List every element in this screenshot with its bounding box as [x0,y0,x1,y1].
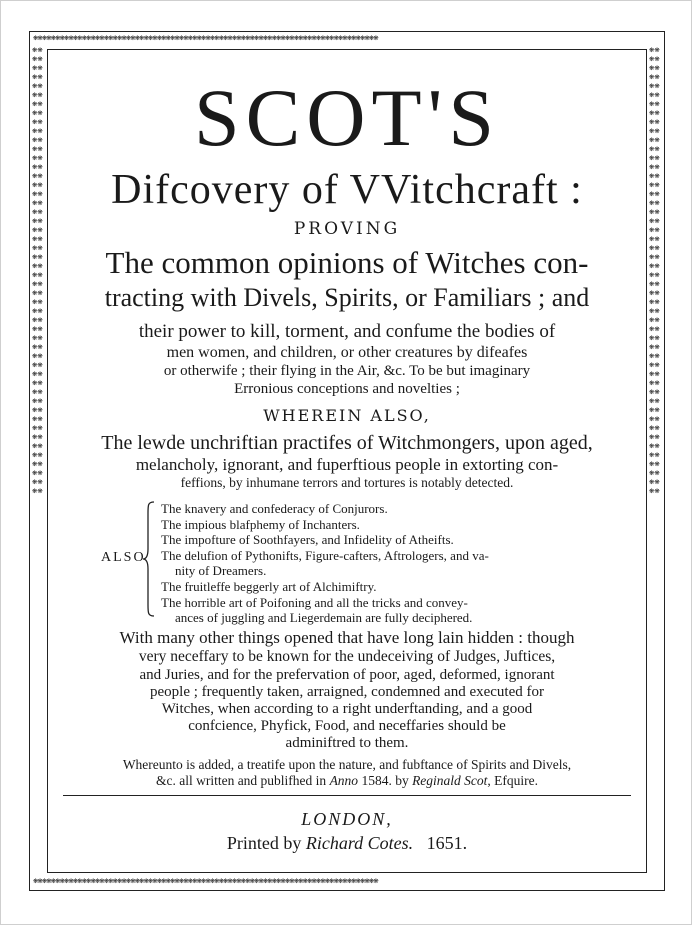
divider-rule [63,795,631,796]
many-line-5: Witches, when according to a right underftanding, and a good [161,701,533,717]
also-item: The delufion of Pythonifts, Figure-cafters, Aftrologers, and va- [161,547,489,563]
ornament-border-left: ❋❋❋❋❋❋❋❋❋❋❋❋❋❋❋❋❋❋❋❋❋❋❋❋❋❋❋❋❋❋❋❋❋❋❋❋❋❋❋❋❋❋❋❋❋❋❋❋❋❋❋❋❋❋❋❋❋❋❋❋❋❋❋❋❋❋❋❋❋❋❋❋❋❋❋❋❋❋❋❋❋❋❋❋❋❋❋❋❋❋❋❋❋❋❋❋❋❋❋❋ [32,46,43,496]
whereunto-text: &c. all written and publifhed in [155,773,330,788]
whereunto-text: 1584. by [358,773,413,788]
also-item: The knavery and confederacy of Conjurors. [161,501,388,516]
proving-heading: PROVING [293,219,401,239]
many-line-1: With many other things opened that have long lain hidden : though [119,628,575,647]
also-list [161,501,625,626]
anno-word: Anno [329,773,359,788]
many-line-7: adminiftred to them. [285,735,409,751]
wherein-line-1: The lewde unchriftian practifes of Witchmongers, upon aged, [101,432,593,454]
proving-line-4: men women, and children, or other creatures by difeafes [166,344,528,361]
many-line-6: confcience, Phyfick, Food, and neceffaries should be [188,718,506,734]
ornament-border-right: ❋❋❋❋❋❋❋❋❋❋❋❋❋❋❋❋❋❋❋❋❋❋❋❋❋❋❋❋❋❋❋❋❋❋❋❋❋❋❋❋❋❋❋❋❋❋❋❋❋❋❋❋❋❋❋❋❋❋❋❋❋❋❋❋❋❋❋❋❋❋❋❋❋❋❋❋❋❋❋❋❋❋❋❋❋❋❋❋❋❋❋❋❋❋❋❋❋❋❋❋ [649,46,660,496]
also-label: ALSO [101,550,146,565]
also-item: The impious blafphemy of Inchanters. [161,516,360,532]
whereunto-line-2 [53,773,641,789]
whereunto-text: , Efquire. [487,773,539,788]
imprint-line [53,833,641,854]
main-title: SCOT'S [194,72,500,163]
wherein-line-2: melancholy, ignorant, and fuperftious people in extorting con- [135,455,559,474]
also-item-continuation: ances of juggling and Liegerdemain are fully deciphered. [175,610,473,626]
proving-line-2: tracting with Divels, Spirits, or Familiars ; and [104,283,590,312]
ornament-border-bottom: ❋❋❋❋❋❋❋❋❋❋❋❋❋❋❋❋❋❋❋❋❋❋❋❋❋❋❋❋❋❋❋❋❋❋❋❋❋❋❋❋❋❋❋❋❋❋❋❋❋❋❋❋❋❋❋❋❋❋❋❋❋❋❋❋❋❋❋❋❋❋❋❋❋❋❋❋❋❋ [33,877,378,886]
brace-icon [142,501,156,617]
proving-line-5: or otherwife ; their flying in the Air, &c. To be but imaginary [163,363,531,379]
imprint-year: 1651. [426,833,468,853]
many-line-4: people ; frequently taken, arraigned, condemned and executed for [150,684,544,700]
imprint-city: LONDON, [301,809,393,829]
printed-by-text: Printed by [226,833,306,853]
many-line-3: and Juries, and for the prefervation of poor, aged, deformed, ignorant [139,667,555,683]
ornament-border-top: ❋❋❋❋❋❋❋❋❋❋❋❋❋❋❋❋❋❋❋❋❋❋❋❋❋❋❋❋❋❋❋❋❋❋❋❋❋❋❋❋❋❋❋❋❋❋❋❋❋❋❋❋❋❋❋❋❋❋❋❋❋❋❋❋❋❋❋❋❋❋❋❋❋❋❋❋❋❋ [33,34,378,43]
proving-line-6: Erronious conceptions and novelties ; [234,381,460,397]
wherein-heading: WHEREIN ALSO, [263,406,431,425]
many-line-2: very neceffary to be known for the undeceiving of Judges, Juftices, [138,648,556,665]
whereunto-line-1: Whereunto is added, a treatife upon the nature, and fubftance of Spirits and Divels, [122,757,572,772]
author-name: Reginald Scot [412,773,488,788]
also-item: The impofture of Soothfayers, and Infidelity of Atheifts. [161,532,454,548]
also-item-continuation: nity of Dreamers. [175,563,267,579]
also-item: The horrible art of Poifoning and all the tricks and convey- [161,594,468,610]
proving-line-1: The common opinions of Witches con- [105,245,589,280]
subtitle: Difcovery of VVitchcraft : [111,167,583,213]
printer-name: Richard Cotes. [305,833,414,853]
also-item: The fruitleffe beggerly art of Alchimiftry. [161,578,377,594]
wherein-line-3: feffions, by inhumane terrors and tortures is notably detected. [180,475,514,490]
proving-line-3: their power to kill, torment, and confume the bodies of [138,321,556,342]
